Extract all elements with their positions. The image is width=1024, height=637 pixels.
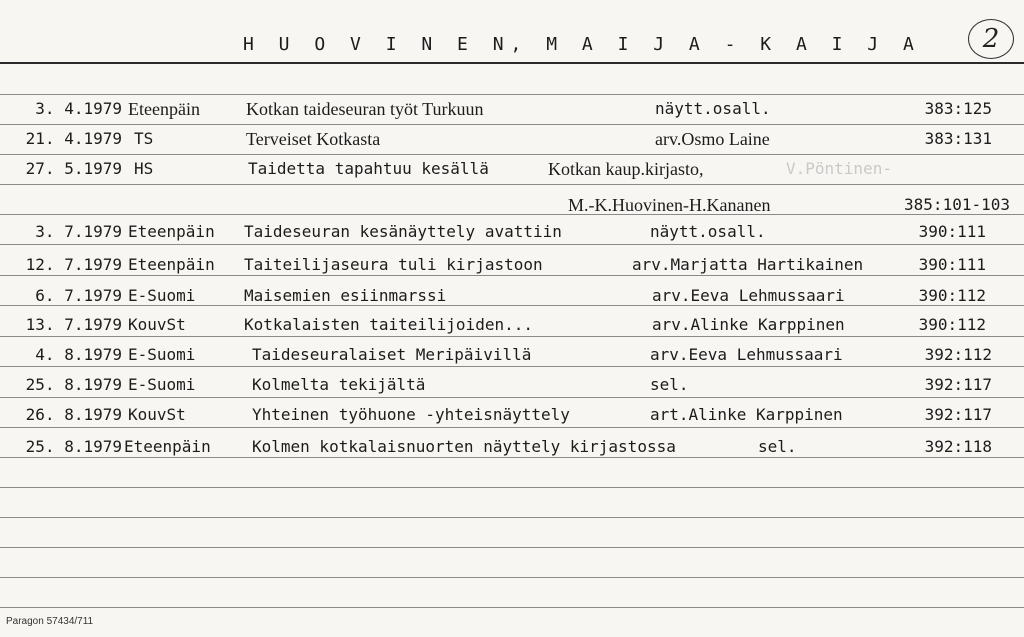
entry-title: Taideseuran kesänäyttely avattiin [244, 222, 562, 241]
entry-title: Maisemien esiinmarssi [244, 286, 447, 305]
rule [0, 547, 1024, 548]
entry-date: 3. 4.1979 [35, 99, 122, 118]
entry-note: arv.Eeva Lehmussaari [650, 345, 843, 364]
entry-ref: 383:125 [924, 99, 992, 118]
entry-date: 21. 4.1979 [25, 129, 122, 148]
card-number-seal: 2 [968, 19, 1014, 59]
rule [0, 577, 1024, 578]
entry-ref: 390:111 [918, 222, 986, 241]
entry-note-faint: V.Pöntinen- [786, 159, 892, 178]
table-row [0, 192, 1024, 220]
entry-note: arv.Alinke Karppinen [652, 315, 845, 334]
entry-note: näytt.osall. [650, 222, 766, 241]
entry-date: 6. 7.1979 [35, 286, 122, 305]
entry-note: arv.Osmo Laine [655, 129, 770, 149]
entry-publication: Eteenpäin [128, 222, 215, 241]
entry-publication: Eteenpäin [124, 437, 211, 456]
entry-title: Taidetta tapahtuu kesällä [248, 159, 489, 178]
entry-date: 25. 8.1979 [25, 437, 122, 456]
table-row [0, 219, 1024, 247]
card-footer: Paragon 57434/711 [6, 616, 94, 627]
rule [0, 517, 1024, 518]
entry-publication: E-Suomi [128, 286, 196, 305]
entry-publication: KouvSt [128, 315, 186, 334]
entry-publication: Eteenpäin [128, 255, 215, 274]
entry-date: 4. 8.1979 [35, 345, 122, 364]
table-row [0, 252, 1024, 280]
card-title: H U O V I N E N, M A I J A - K A I J A [243, 34, 921, 55]
entry-date: 26. 8.1979 [25, 405, 122, 424]
entry-publication: E-Suomi [128, 345, 196, 364]
entry-ref: 390:112 [918, 286, 986, 305]
entry-ref: 383:131 [924, 129, 992, 148]
entry-note: sel. [650, 375, 689, 394]
entry-date: 25. 8.1979 [25, 375, 122, 394]
table-row [0, 312, 1024, 340]
rule [0, 94, 1024, 95]
entry-title: Taideseuralaiset Meripäivillä [252, 345, 532, 364]
table-row [0, 434, 1024, 462]
table-row [0, 283, 1024, 311]
entry-title: Terveiset Kotkasta [246, 129, 381, 149]
rule [0, 154, 1024, 155]
rule [0, 184, 1024, 185]
entry-note: Kotkan kaup.kirjasto, [548, 159, 704, 179]
entry-note: sel. [758, 437, 797, 456]
entry-date: 12. 7.1979 [25, 255, 122, 274]
table-row [0, 96, 1024, 124]
rule [0, 124, 1024, 125]
entry-publication: Eteenpäin [128, 99, 200, 119]
entry-title: Kolmen kotkalaisnuorten näyttely kirjastossa [252, 437, 676, 456]
entry-note: näytt.osall. [655, 99, 771, 118]
entry-note: art.Alinke Karppinen [650, 405, 843, 424]
entry-title: Kotkalaisten taiteilijoiden... [244, 315, 533, 334]
entry-publication: HS [134, 159, 154, 178]
header-rule [0, 62, 1024, 64]
entry-ref: 390:112 [918, 315, 986, 334]
entry-title: Taiteilijaseura tuli kirjastoon [244, 255, 543, 274]
entry-publication: E-Suomi [128, 375, 196, 394]
entry-date: 27. 5.1979 [25, 159, 122, 178]
entry-ref: 392:118 [924, 437, 992, 456]
entry-publication: TS [134, 129, 154, 148]
entry-note: arv.Eeva Lehmussaari [652, 286, 845, 305]
entry-note: arv.Marjatta Hartikainen [632, 255, 864, 274]
rule [0, 607, 1024, 608]
entry-ref: 385:101-103 [904, 195, 1010, 214]
table-row [0, 342, 1024, 370]
table-row [0, 156, 1024, 184]
entry-publication: KouvSt [128, 405, 186, 424]
entry-ref: 390:111 [918, 255, 986, 274]
table-row [0, 372, 1024, 400]
rule [0, 487, 1024, 488]
entry-title: Kotkan taideseuran työt Turkuun [246, 99, 484, 119]
entry-title: Yhteinen työhuone -yhteisnäyttely [252, 405, 570, 424]
entry-ref: 392:112 [924, 345, 992, 364]
table-row [0, 402, 1024, 430]
table-row [0, 126, 1024, 154]
entry-date: 13. 7.1979 [25, 315, 122, 334]
entry-ref: 392:117 [924, 375, 992, 394]
entry-ref: 392:117 [924, 405, 992, 424]
entry-title: Kolmelta tekijältä [252, 375, 426, 394]
entry-note: M.-K.Huovinen-H.Kananen [568, 195, 771, 215]
entry-date: 3. 7.1979 [35, 222, 122, 241]
